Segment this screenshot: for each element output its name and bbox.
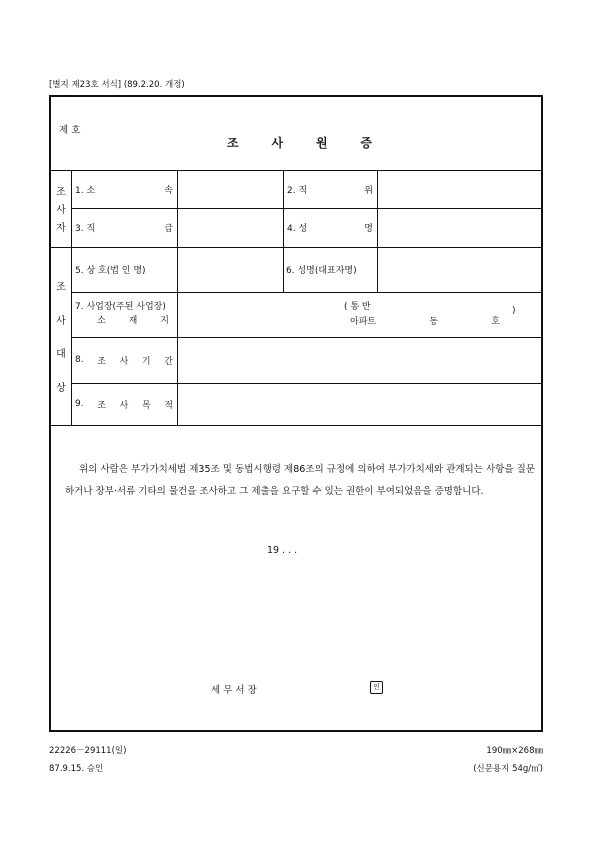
grade-value[interactable] xyxy=(178,208,282,247)
label-char: 급 xyxy=(164,224,173,234)
issuer-name: 세 무 서 장 xyxy=(211,685,257,696)
label-char: 재 xyxy=(128,316,138,326)
title-char: 증 xyxy=(360,136,372,150)
representative-value[interactable] xyxy=(378,247,543,292)
label-text: 5. 상 호(법 인 명) xyxy=(75,266,146,276)
field-number: 9. xyxy=(75,399,84,409)
location-label xyxy=(75,300,173,328)
field-number: 4. xyxy=(287,224,296,234)
label-char: 사 xyxy=(119,400,129,411)
group-char: 대 xyxy=(56,349,66,361)
address-part: 호 xyxy=(491,317,500,327)
position-value[interactable] xyxy=(378,170,543,208)
label-char: 지 xyxy=(160,316,169,326)
label-char: 소 xyxy=(86,185,96,196)
label-char: 간 xyxy=(164,356,173,367)
seal-icon: 인 xyxy=(370,681,383,694)
subject-group-label xyxy=(51,247,71,425)
address-part: 동 xyxy=(429,317,439,327)
form-reference: [별지 제23호 서식] (89.2.20. 개정) xyxy=(49,80,185,90)
label-char: 위 xyxy=(364,185,373,196)
label-char: 속 xyxy=(164,185,173,196)
label-char: 명 xyxy=(364,224,373,234)
paper-size: 190㎜×268㎜ xyxy=(486,746,543,756)
purpose-label xyxy=(75,383,173,425)
location-value[interactable] xyxy=(178,292,543,337)
affiliation-label xyxy=(75,170,173,208)
label-char: 사 xyxy=(119,356,129,367)
title-char: 사 xyxy=(271,136,284,150)
label-char: 조 xyxy=(97,356,106,367)
approval-date: 87.9.15. 승인 xyxy=(49,764,104,774)
title-char: 조 xyxy=(227,136,239,150)
label-char: 목 xyxy=(141,400,151,411)
name-value[interactable] xyxy=(378,208,543,247)
label-text: 7. 사업장(주된 사업장) xyxy=(75,302,166,312)
form-code: 22226－29111(일) xyxy=(49,746,127,756)
address-part: 아파트 xyxy=(350,317,377,327)
group-char: 사 xyxy=(56,315,66,327)
address-line-2 xyxy=(350,314,500,327)
label-text: 6. 성명(대표자명) xyxy=(286,266,357,276)
affiliation-value[interactable] xyxy=(178,170,282,208)
trade-name-value[interactable] xyxy=(178,247,282,292)
group-char: 자 xyxy=(56,222,66,234)
inspector-certificate-form xyxy=(49,95,543,732)
issue-date: 19 . . . xyxy=(267,545,298,556)
group-char: 조 xyxy=(56,187,66,199)
document-title xyxy=(227,134,372,151)
document-number-label: 제 호 xyxy=(59,125,81,136)
field-number: 8. xyxy=(75,355,84,365)
group-char: 조 xyxy=(56,282,66,294)
label-char: 소 xyxy=(97,316,106,326)
label-char: 직 xyxy=(86,224,96,234)
period-value[interactable] xyxy=(178,337,543,383)
position-label xyxy=(287,170,373,208)
representative-label xyxy=(286,247,376,292)
label-char: 조 xyxy=(97,400,106,411)
field-number: 2. xyxy=(287,185,296,196)
address-close-paren: ) xyxy=(512,306,516,316)
title-char: 원 xyxy=(315,136,328,150)
trade-name-label xyxy=(75,247,175,292)
purpose-value[interactable] xyxy=(178,383,543,425)
label-char: 직 xyxy=(298,185,308,196)
name-label xyxy=(287,208,373,247)
label-char: 적 xyxy=(164,400,173,411)
seal-mark xyxy=(370,681,383,694)
certification-statement: 위의 사람은 부가가치세법 제35조 및 동법시행령 제86조의 규정에 의하여 부가가치세와 관계되는 사항을 질문하거나 장부·서류 기타의 물건을 조사하고 그 제출을 요구할 수 있는 권한이 부여되었음을 증명합니다. xyxy=(65,464,535,497)
period-label xyxy=(75,337,173,383)
address-line-1: ( 통 반 xyxy=(344,302,371,312)
label-char: 기 xyxy=(141,356,151,367)
grade-label xyxy=(75,208,173,247)
group-char: 사 xyxy=(56,204,66,216)
inspector-group-label xyxy=(51,170,71,247)
field-number: 1. xyxy=(75,185,84,196)
label-char: 성 xyxy=(298,224,308,234)
field-number: 3. xyxy=(75,224,84,234)
paper-spec: (신문용지 54g/㎡) xyxy=(473,764,543,774)
group-char: 상 xyxy=(56,382,66,394)
